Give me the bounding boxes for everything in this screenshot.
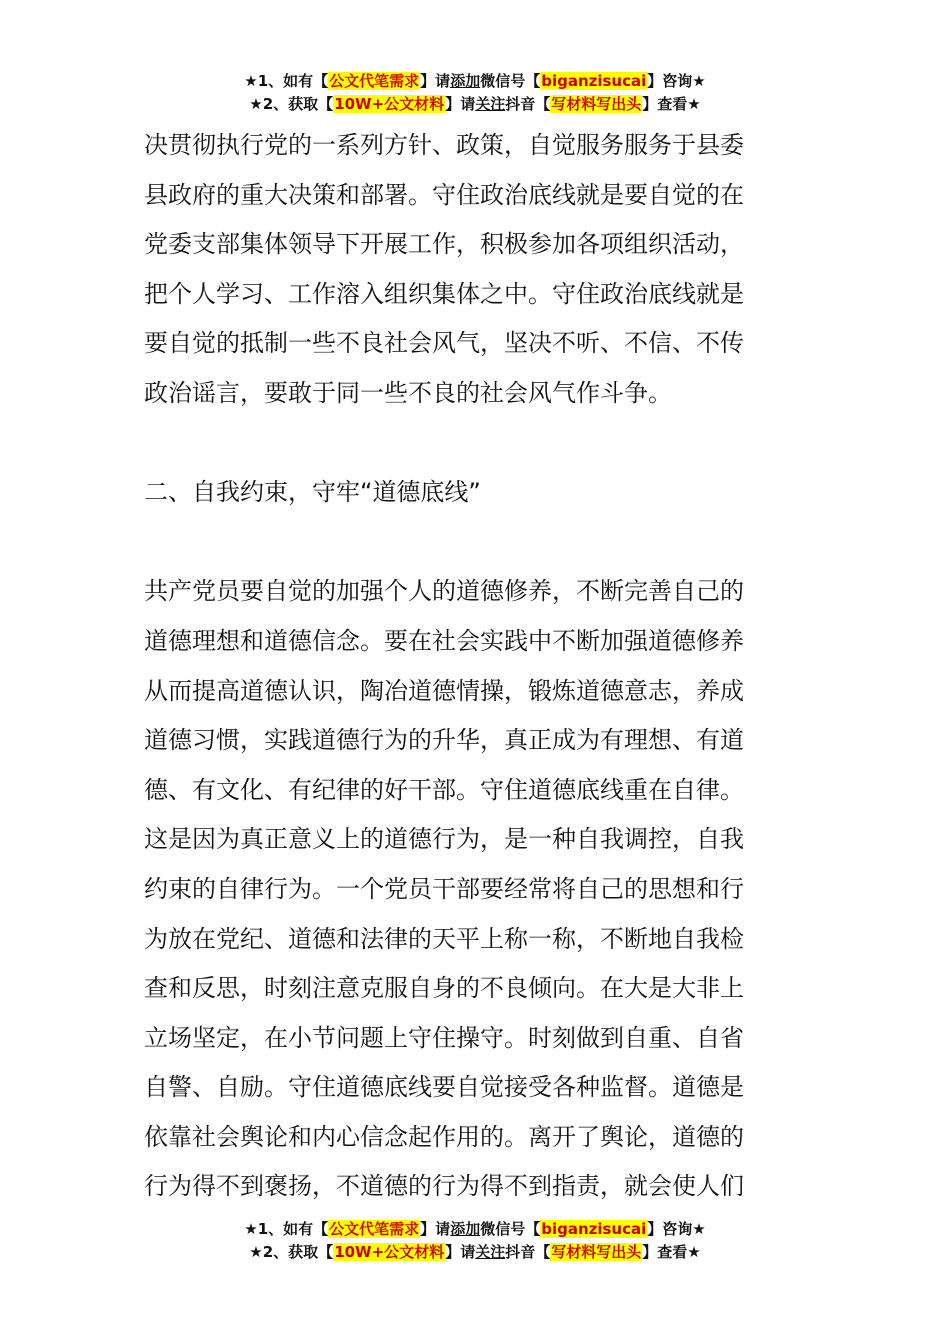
banner-text: 】请 — [445, 1243, 476, 1261]
text-line: 查和反思，时刻注意克服自身的不良倾向。在大是大非上 — [144, 974, 744, 1003]
banner-text: 抖音【 — [505, 95, 551, 113]
banner-text: ★1、如有【 — [244, 72, 329, 90]
text-line: 立场坚定，在小节问题上守住操守。时刻做到自重、自省 — [144, 1023, 744, 1052]
banner-text: 微信号【 — [480, 72, 541, 90]
blank-line — [144, 419, 814, 469]
banner-text: 】请 — [445, 95, 476, 113]
text-line: 共产党员要自觉的加强个人的道德修养，不断完善自己的 — [144, 577, 744, 606]
text-line: 行为得不到褒扬，不道德的行为得不到指责，就会使人们 — [144, 1172, 744, 1201]
text-line: 这是因为真正意义上的道德行为，是一种自我调控，自我 — [144, 825, 744, 854]
banner-underlined-text: 添加 — [450, 1220, 481, 1238]
banner-text: ★2、获取【 — [249, 1243, 334, 1261]
header-banner — [0, 70, 950, 116]
banner-line-2 — [0, 93, 950, 116]
text-line: 要自觉的抵制一些不良社会风气，坚决不听、不信、不传 — [144, 329, 744, 358]
blank-line — [144, 518, 814, 568]
text-line: 道德习惯，实践道德行为的升华，真正成为有理想、有道 — [144, 726, 744, 755]
banner-underlined-text: 添加 — [450, 72, 481, 90]
banner-underlined-text: 关注 — [475, 95, 506, 113]
banner-highlight: 10W+公文材料 — [334, 95, 445, 113]
banner-line-2 — [0, 1241, 950, 1264]
text-line: 政治谣言，要敢于同一些不良的社会风气作斗争。 — [144, 378, 672, 407]
banner-text: 】查看★ — [642, 1243, 701, 1261]
document-body — [144, 121, 814, 1212]
banner-text: 】查看★ — [642, 95, 701, 113]
banner-text: 微信号【 — [480, 1220, 541, 1238]
text-line: 为放在党纪、道德和法律的天平上称一称，不断地自我检 — [144, 924, 744, 953]
banner-text: ★1、如有【 — [244, 1220, 329, 1238]
text-line: 把个人学习、工作溶入组织集体之中。守住政治底线就是 — [144, 279, 744, 308]
banner-highlight: biganzisucai — [541, 72, 647, 90]
banner-highlight: biganzisucai — [541, 1220, 647, 1238]
banner-text: 】咨询★ — [647, 72, 706, 90]
paragraph-2 — [144, 567, 814, 1212]
banner-text: ★2、获取【 — [249, 95, 334, 113]
section-heading: 二、自我约束，守牢“道德底线” — [144, 478, 481, 507]
text-line: 道德理想和道德信念。要在社会实践中不断加强道德修养 — [144, 626, 744, 655]
text-line: 县政府的重大决策和部署。守住政治底线就是要自觉的在 — [144, 180, 744, 209]
banner-highlight: 写材料写出头 — [551, 95, 642, 113]
banner-highlight: 公文代笔需求 — [329, 1220, 420, 1238]
banner-text: 抖音【 — [505, 1243, 551, 1261]
banner-highlight: 10W+公文材料 — [334, 1243, 445, 1261]
text-line: 自警、自励。守住道德底线要自觉接受各种监督。道德是 — [144, 1073, 744, 1102]
banner-line-1 — [0, 70, 950, 93]
paragraph-1 — [144, 121, 814, 419]
banner-text: 】咨询★ — [647, 1220, 706, 1238]
banner-text: 】请 — [420, 72, 451, 90]
banner-line-1 — [0, 1218, 950, 1241]
banner-underlined-text: 关注 — [475, 1243, 506, 1261]
banner-highlight: 写材料写出头 — [551, 1243, 642, 1261]
text-line: 约束的自律行为。一个党员干部要经常将自己的思想和行 — [144, 874, 744, 903]
text-line: 党委支部集体领导下开展工作，积极参加各项组织活动， — [144, 230, 744, 259]
footer-banner — [0, 1218, 950, 1264]
text-line: 德、有文化、有纪律的好干部。守住道德底线重在自律。 — [144, 775, 744, 804]
banner-highlight: 公文代笔需求 — [329, 72, 420, 90]
text-line: 决贯彻执行党的一系列方针、政策，自觉服务服务于县委 — [144, 131, 744, 159]
banner-text: 】请 — [420, 1220, 451, 1238]
text-line: 依靠社会舆论和内心信念起作用的。离开了舆论，道德的 — [144, 1122, 744, 1151]
text-line: 从而提高道德认识，陶冶道德情操，锻炼道德意志，养成 — [144, 676, 744, 705]
